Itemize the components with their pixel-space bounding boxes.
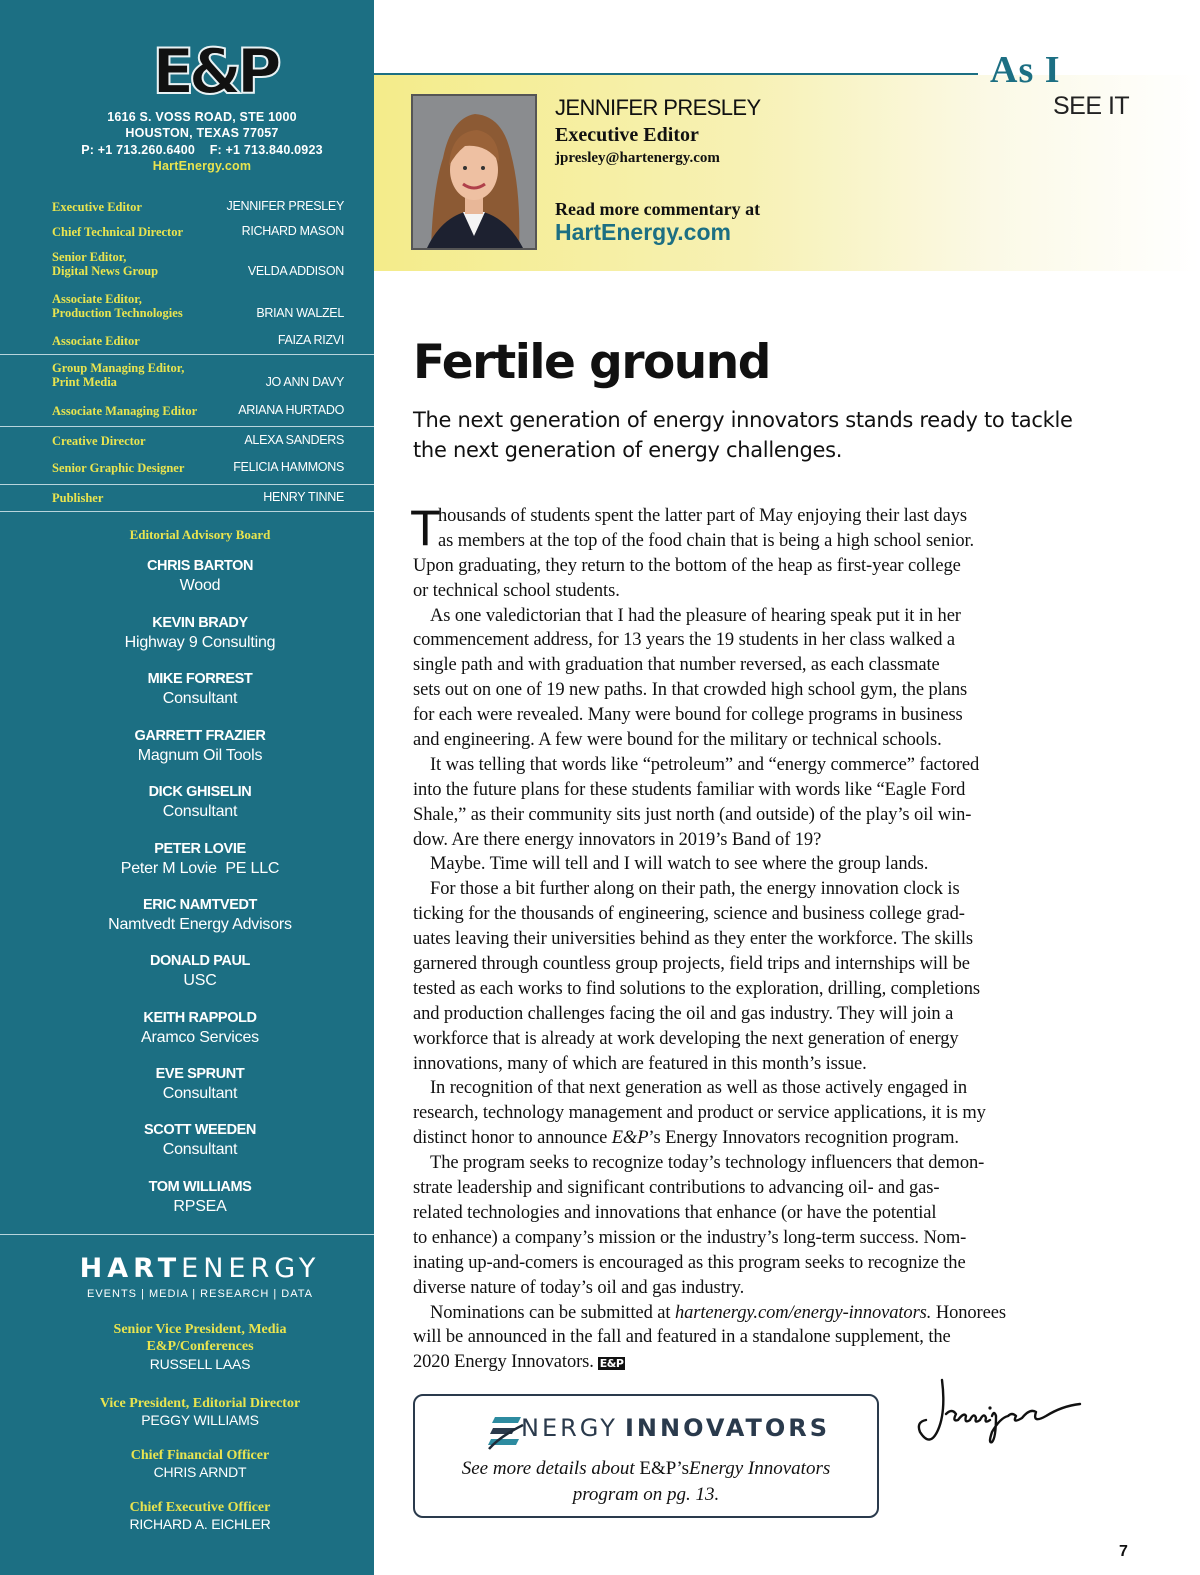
body-line: as members at the top of the food chain that is being a high school senior. bbox=[438, 530, 975, 551]
body-line: strate leadership and significant contributions to advancing oil- and gas- bbox=[413, 1178, 940, 1199]
column-header-rule bbox=[374, 73, 978, 75]
address-phone: P: +1 713.260.6400 F: +1 713.840.0923 bbox=[81, 143, 323, 157]
author-photo bbox=[411, 94, 537, 250]
advisory-member-org: Highway 9 Consulting bbox=[124, 634, 276, 651]
advisory-member-name: SCOTT WEEDEN bbox=[143, 1122, 256, 1138]
address-street: 1616 S. VOSS ROAD, STE 1000 bbox=[107, 110, 297, 124]
advisory-member-name: ERIC NAMTVEDT bbox=[142, 897, 258, 913]
advisory-member-name: CHRIS BARTON bbox=[146, 558, 254, 574]
article-body bbox=[410, 500, 1103, 1375]
body-line: dow. Are there energy innovators in 2019’s Band of 19? bbox=[413, 829, 822, 850]
body-line: inating up-and-comers is encouraged as this program seeks to recognize the bbox=[413, 1252, 966, 1273]
body-line: innovations, many of which are featured in this month’s issue. bbox=[413, 1053, 867, 1074]
advisory-member-name: KEVIN BRADY bbox=[152, 615, 248, 631]
masthead-name: ARIANA HURTADO bbox=[238, 403, 344, 417]
executive-role: Senior Vice President, Media E&P/Conferences bbox=[113, 1322, 287, 1354]
masthead-name: FELICIA HAMMONS bbox=[233, 460, 344, 474]
body-line: housands of students spent the latter part of May enjoying their last days bbox=[438, 506, 967, 526]
body-line: It was telling that words like “petroleum” and “energy commerce” factored bbox=[430, 754, 980, 775]
masthead-role: Chief Technical Director bbox=[52, 225, 183, 239]
body-line: and production challenges facing the oil and gas industry. They will join a bbox=[413, 1003, 954, 1024]
promo-text-b: E&P’s bbox=[639, 1458, 690, 1479]
advisory-member bbox=[0, 840, 400, 878]
sidebar-divider bbox=[0, 1234, 374, 1235]
body-line: As one valedictorian that I had the pleasure of hearing speak put it in her bbox=[430, 605, 961, 626]
masthead-role: Publisher bbox=[52, 491, 104, 505]
masthead-name: JO ANN DAVY bbox=[265, 375, 344, 389]
masthead-divider bbox=[0, 426, 374, 427]
body-line: uates leaving their universities behind as they enter the workforce. The skills bbox=[413, 929, 973, 950]
masthead-role: Senior Graphic Designer bbox=[52, 461, 185, 475]
author-email-link[interactable]: jpresley@hartenergy.com bbox=[555, 150, 720, 166]
address-city: HOUSTON, TEXAS 77057 bbox=[125, 126, 279, 140]
advisory-member bbox=[0, 670, 400, 708]
body-line: single path and with graduation that number reversed, as each classmate bbox=[413, 655, 940, 676]
masthead-role: Associate Managing Editor bbox=[52, 404, 198, 418]
advisory-member bbox=[0, 727, 400, 765]
body-line: Maybe. Time will tell and I will watch to see where the group lands. bbox=[430, 854, 929, 875]
advisory-member-name: EVE SPRUNT bbox=[155, 1066, 245, 1082]
body-line: workforce that is already at work developing the next generation of energy bbox=[413, 1028, 959, 1049]
ep-italic: E&P bbox=[611, 1128, 649, 1149]
advisory-member bbox=[0, 557, 400, 595]
body-line: tested as each works to find solutions to the exploration, drilling, completions bbox=[413, 978, 980, 999]
executive-role: Chief Financial Officer bbox=[130, 1448, 270, 1463]
executive-name: RICHARD A. EICHLER bbox=[129, 1516, 271, 1532]
advisory-member-org: USC bbox=[183, 972, 217, 989]
energy-innovators-box bbox=[413, 1394, 879, 1518]
executive-name: PEGGY WILLIAMS bbox=[141, 1412, 259, 1428]
article-deck: The next generation of energy innovators stands ready to tackle the next generation of energy challenges. bbox=[413, 408, 1073, 462]
masthead-name: RICHARD MASON bbox=[241, 224, 344, 238]
body-line: research, technology management and product or service applications, it is my bbox=[413, 1103, 986, 1124]
body-line: The program seeks to recognize today’s technology influencers that demon- bbox=[430, 1153, 985, 1174]
ep-logo bbox=[142, 38, 286, 98]
hart-energy-tagline: EVENTS | MEDIA | RESEARCH | DATA bbox=[87, 1288, 313, 1300]
masthead-divider bbox=[0, 354, 374, 355]
body-line: commencement address, for 13 years the 19 students in her class walked a bbox=[413, 630, 955, 651]
author-portrait-icon bbox=[413, 96, 535, 248]
website-link[interactable]: HartEnergy.com bbox=[152, 159, 252, 173]
promo-text-a: See more details about bbox=[461, 1458, 640, 1479]
body-line: ticking for the thousands of engineering, science and business college grad- bbox=[413, 904, 965, 925]
advisory-member-org: Aramco Services bbox=[141, 1029, 259, 1046]
executive-role: Chief Executive Officer bbox=[129, 1500, 271, 1515]
masthead-divider bbox=[0, 484, 374, 485]
advisory-member-org: Consultant bbox=[162, 690, 238, 707]
masthead-name: ALEXA SANDERS bbox=[244, 433, 344, 447]
read-more-link[interactable]: HartEnergy.com bbox=[555, 219, 731, 245]
body-line: Shale,” as their community sits just north (and outside) of the play’s oil win- bbox=[413, 804, 972, 825]
masthead-sidebar bbox=[0, 0, 374, 1575]
advisory-member-org: Consultant bbox=[162, 1085, 238, 1102]
masthead-role: Associate Editor, Production Technologies bbox=[52, 292, 183, 320]
body-line: Upon graduating, they return to the bottom of the heap as first-year college bbox=[413, 555, 961, 576]
signature-image bbox=[912, 1372, 1092, 1452]
advisory-member-org: Consultant bbox=[162, 803, 238, 820]
masthead-name: BRIAN WALZEL bbox=[256, 306, 344, 320]
column-title: As I bbox=[990, 49, 1061, 91]
advisory-board-title: Editorial Advisory Board bbox=[129, 527, 271, 542]
body-line: related technologies and innovations that enhance (or have the potential bbox=[413, 1202, 937, 1223]
advisory-member-org: Magnum Oil Tools bbox=[137, 747, 263, 764]
advisory-member bbox=[0, 1178, 400, 1216]
advisory-member-org: Namtvedt Energy Advisors bbox=[108, 916, 292, 933]
advisory-member-org: Consultant bbox=[162, 1141, 238, 1158]
masthead-name: JENNIFER PRESLEY bbox=[226, 199, 344, 213]
advisory-member bbox=[0, 783, 400, 821]
masthead-role: Associate Editor bbox=[52, 334, 140, 348]
hart-energy-logo: HARTENERGY bbox=[79, 1253, 321, 1284]
advisory-member bbox=[0, 896, 400, 934]
body-line: for each were revealed. Many were bound for college programs in business bbox=[413, 705, 963, 726]
body-line: and engineering. A few were bound for the military or technical schools. bbox=[413, 730, 942, 751]
masthead-role: Creative Director bbox=[52, 434, 146, 448]
masthead-role: Executive Editor bbox=[52, 200, 142, 214]
advisory-member-name: MIKE FORREST bbox=[147, 671, 253, 687]
body-line: to enhance) a company’s mission or the industry’s long-term success. Nom- bbox=[413, 1227, 967, 1248]
body-text-span: Honorees bbox=[931, 1302, 1006, 1323]
body-line: garnered through countless group projects, field trips and internships will be bbox=[413, 954, 970, 975]
advisory-member-name: DICK GHISELIN bbox=[148, 784, 252, 800]
body-line: diverse nature of today’s oil and gas industry. bbox=[413, 1277, 745, 1298]
advisory-member-name: DONALD PAUL bbox=[149, 953, 251, 969]
ep-logo-text: E&P bbox=[152, 38, 276, 98]
body-text-span: distinct honor to announce bbox=[413, 1128, 612, 1149]
energy-innovators-word2: INNOVATORS bbox=[625, 1414, 831, 1442]
page-number: 7 bbox=[1119, 1543, 1128, 1560]
masthead-name: VELDA ADDISON bbox=[247, 264, 344, 278]
advisory-member-org: Wood bbox=[179, 577, 221, 594]
advisory-member bbox=[0, 1009, 400, 1047]
body-line bbox=[413, 1126, 1103, 1151]
masthead-role: Group Managing Editor, Print Media bbox=[52, 361, 185, 389]
body-text-span: 2020 Energy Innovators. bbox=[413, 1352, 594, 1373]
advisory-member-org: RPSEA bbox=[173, 1198, 227, 1215]
end-mark-icon: E&P bbox=[599, 1356, 624, 1370]
executive-role: Vice President, Editorial Director bbox=[99, 1396, 301, 1411]
advisory-member bbox=[0, 614, 400, 652]
advisory-member bbox=[0, 1121, 400, 1159]
masthead-divider bbox=[0, 511, 374, 512]
advisory-member-name: TOM WILLIAMS bbox=[148, 1179, 252, 1195]
energy-innovators-text bbox=[415, 1456, 877, 1508]
body-text-span: Nominations can be submitted at bbox=[430, 1302, 675, 1323]
advisory-member-name: GARRETT FRAZIER bbox=[134, 728, 266, 744]
body-line: will be announced in the fall and featured in a standalone supplement, the bbox=[413, 1327, 951, 1348]
body-line: or technical school students. bbox=[413, 580, 620, 601]
promo-text-d: program on pg. 13. bbox=[572, 1484, 720, 1505]
masthead-role: Senior Editor, Digital News Group bbox=[52, 250, 159, 278]
advisory-member bbox=[0, 952, 400, 990]
advisory-member-name: PETER LOVIE bbox=[154, 841, 246, 857]
body-line bbox=[413, 1301, 1103, 1326]
body-text-span: ’s Energy Innovators recognition program. bbox=[648, 1128, 959, 1149]
energy-innovators-logo-icon bbox=[485, 1411, 525, 1451]
body-line: For those a bit further along on their path, the energy innovation clock is bbox=[430, 879, 960, 900]
advisory-member bbox=[0, 1065, 400, 1103]
author-name: JENNIFER PRESLEY bbox=[555, 95, 761, 120]
article-headline: Fertile ground bbox=[413, 335, 770, 390]
energy-innovators-word1: NERGY bbox=[521, 1414, 618, 1442]
body-line: In recognition of that next generation as well as those actively engaged in bbox=[430, 1078, 968, 1099]
drop-cap: T bbox=[410, 500, 441, 556]
promo-text-c: Energy Innovators bbox=[689, 1458, 831, 1479]
nomination-url-link[interactable]: hartenergy.com/energy-innovators. bbox=[674, 1302, 932, 1323]
read-more-label: Read more commentary at bbox=[555, 199, 761, 219]
executive-name: CHRIS ARNDT bbox=[153, 1464, 247, 1480]
masthead-name: HENRY TINNE bbox=[263, 490, 344, 504]
body-line: sets out on one of 19 new paths. In that crowded high school gym, the plans bbox=[413, 680, 968, 701]
executive-name: RUSSELL LAAS bbox=[149, 1356, 251, 1372]
advisory-member-org: Peter M Lovie PE LLC bbox=[120, 860, 280, 877]
advisory-member-name: KEITH RAPPOLD bbox=[143, 1010, 257, 1026]
column-subtitle: SEE IT bbox=[1053, 92, 1130, 120]
author-title: Executive Editor bbox=[555, 124, 699, 146]
masthead-name: FAIZA RIZVI bbox=[277, 333, 344, 347]
body-line: into the future plans for these students familiar with words like “Eagle Ford bbox=[413, 779, 966, 800]
